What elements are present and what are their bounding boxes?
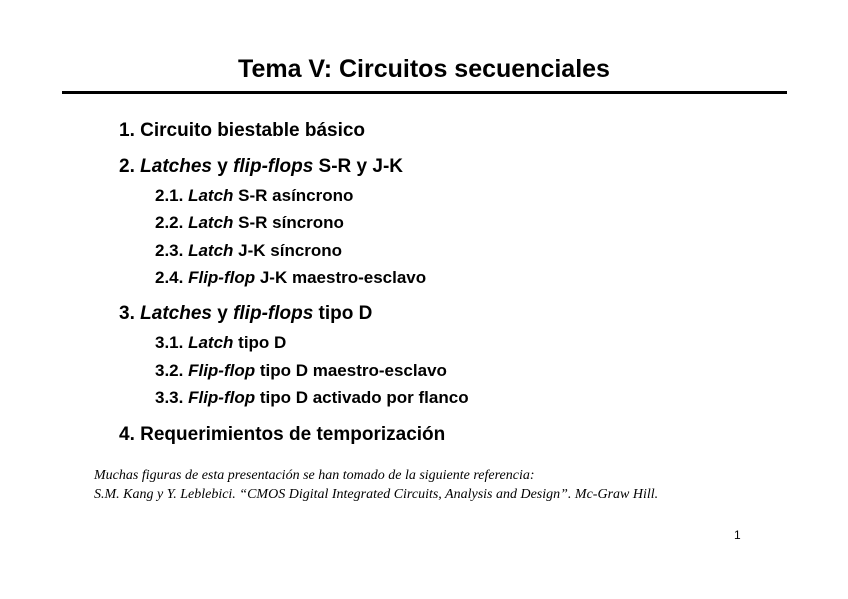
toc-item-emphasis: Latch xyxy=(188,333,234,352)
toc-item-text: S-R asíncrono xyxy=(233,186,354,205)
toc-item-text: S-R y J-K xyxy=(313,156,404,177)
toc-item-text: tipo D xyxy=(313,303,373,324)
toc-item-2-1 xyxy=(155,185,353,207)
slide-title: Tema V: Circuitos secuenciales xyxy=(238,55,610,83)
toc-item-number: 3.2. xyxy=(155,361,184,380)
toc-item-number: 4. xyxy=(119,424,135,445)
toc-item-emphasis: Latches xyxy=(140,303,212,324)
toc-item-number: 2.3. xyxy=(155,241,184,260)
toc-item-number: 2.4. xyxy=(155,268,184,287)
toc-item-number: 2.1. xyxy=(155,186,184,205)
toc-item-number: 2.2. xyxy=(155,213,184,232)
toc-item-emphasis: Latch xyxy=(188,186,234,205)
toc-item-emphasis: Flip-flop xyxy=(188,388,256,407)
toc-item-emphasis: flip-flops xyxy=(233,303,314,324)
toc-item-emphasis: Latch xyxy=(188,241,234,260)
reference-citation: S.M. Kang y Y. Leblebici. “CMOS Digital Integrated Circuits, Analysis and Design”. Mc-Graw Hill. xyxy=(94,487,659,502)
toc-item-text: S-R síncrono xyxy=(233,213,344,232)
title-divider xyxy=(62,91,787,94)
reference-note: Muchas figuras de esta presentación se han tomado de la siguiente referencia: xyxy=(94,468,535,483)
toc-item-text: tipo D activado por flanco xyxy=(255,388,469,407)
toc-item-2 xyxy=(119,155,403,179)
toc-item-3-1 xyxy=(155,332,286,354)
toc-item-number: 3. xyxy=(119,303,135,324)
toc-item-2-4 xyxy=(155,267,426,289)
toc-item-1 xyxy=(119,119,365,143)
toc-item-emphasis: Flip-flop xyxy=(188,268,256,287)
toc-item-text: Circuito biestable básico xyxy=(140,120,366,141)
toc-item-emphasis: flip-flops xyxy=(233,156,314,177)
toc-item-text: Requerimientos de temporización xyxy=(140,424,446,445)
toc-item-number: 1. xyxy=(119,120,135,141)
toc-item-emphasis: Latches xyxy=(140,156,212,177)
page-number: 1 xyxy=(734,528,741,542)
toc-item-number: 3.1. xyxy=(155,333,184,352)
toc-item-emphasis: Flip-flop xyxy=(188,361,256,380)
toc-item-number: 3.3. xyxy=(155,388,184,407)
toc-item-4 xyxy=(119,423,445,447)
toc-item-3-2 xyxy=(155,360,447,382)
toc-item-2-3 xyxy=(155,240,342,262)
toc-item-text: tipo D maestro-esclavo xyxy=(255,361,447,380)
toc-item-2-2 xyxy=(155,212,344,234)
toc-item-3 xyxy=(119,302,372,326)
toc-item-number: 2. xyxy=(119,156,135,177)
toc-item-text: y xyxy=(211,156,234,177)
toc-item-text: J-K síncrono xyxy=(233,241,343,260)
toc-item-text: tipo D xyxy=(233,333,287,352)
toc-item-emphasis: Latch xyxy=(188,213,234,232)
toc-item-text: J-K maestro-esclavo xyxy=(255,268,427,287)
toc-item-text: y xyxy=(211,303,234,324)
toc-item-3-3 xyxy=(155,387,469,409)
